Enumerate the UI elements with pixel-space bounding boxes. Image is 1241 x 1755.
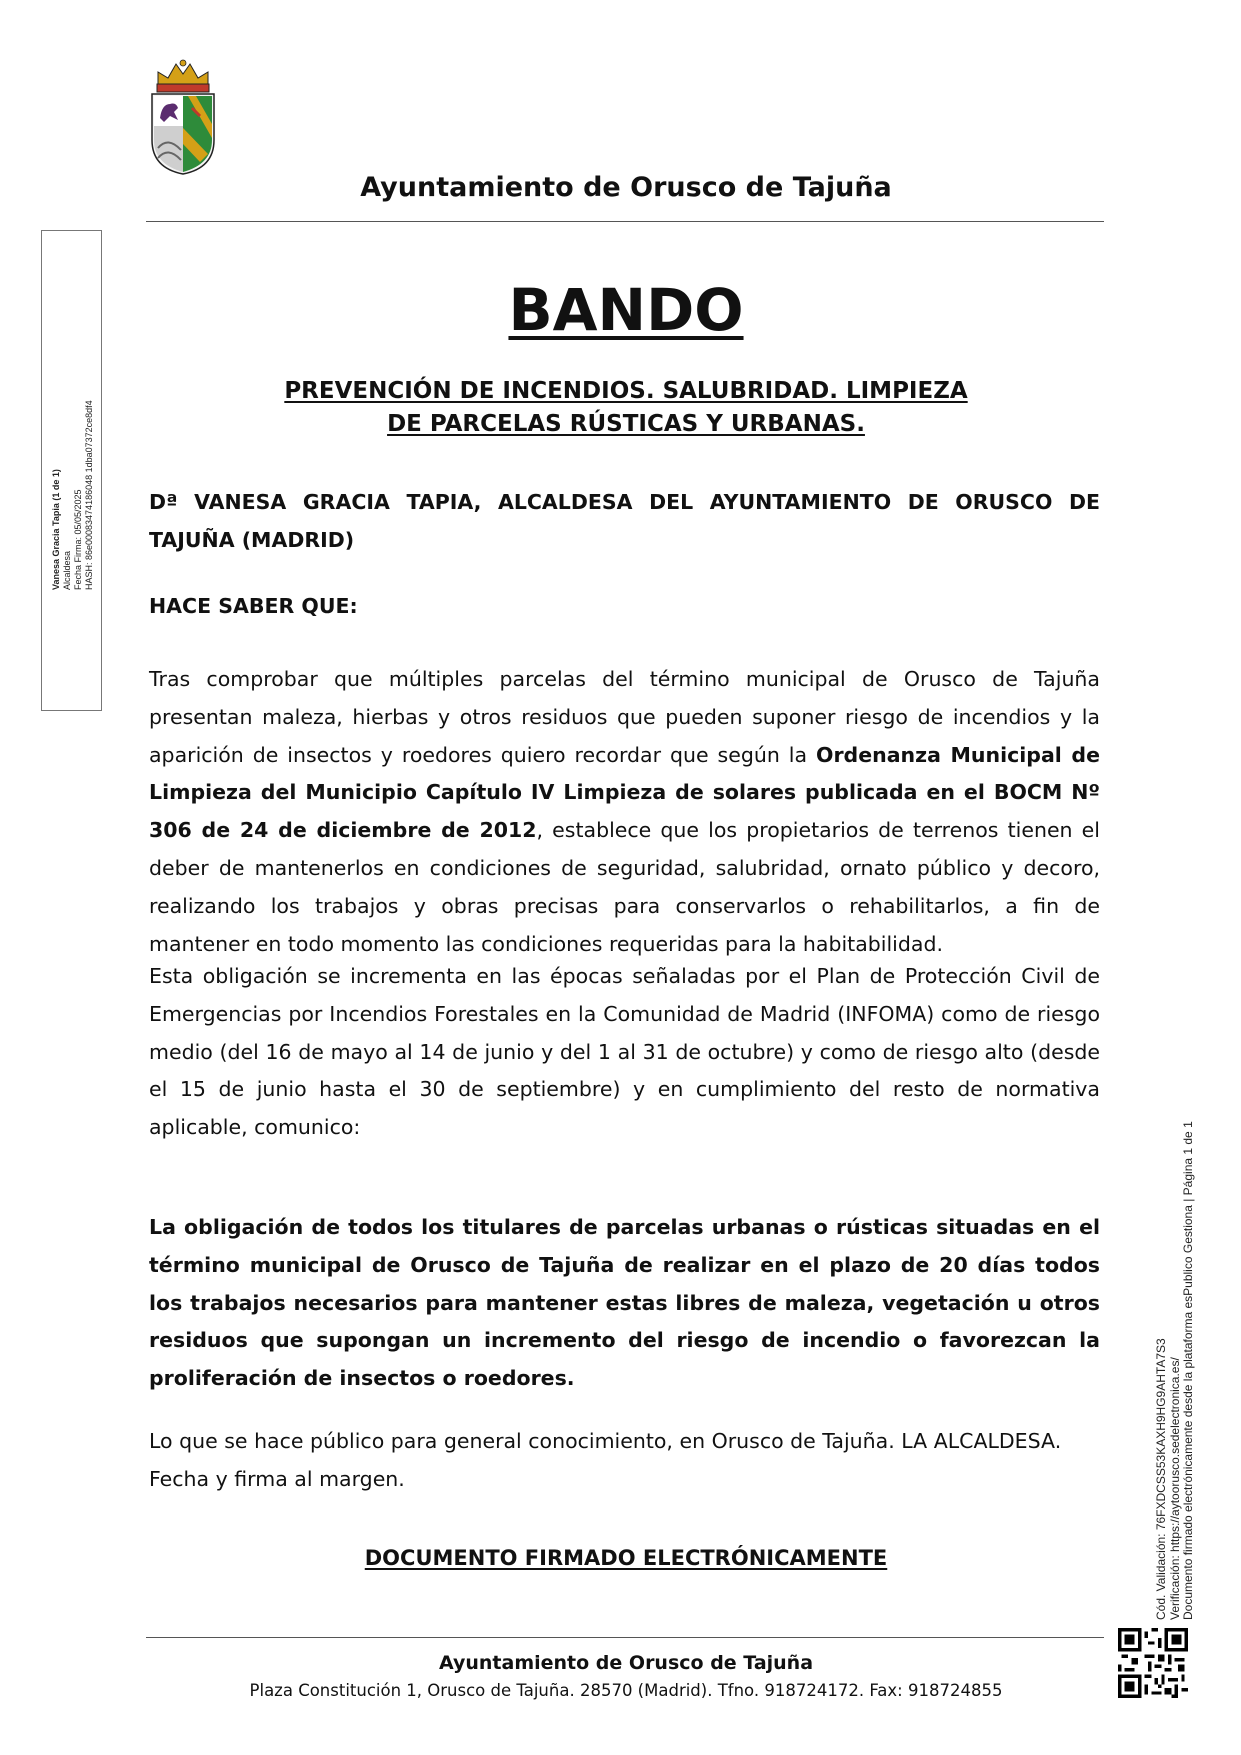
footer-name: Ayuntamiento de Orusco de Tajuña bbox=[438, 1652, 814, 1674]
qr-code-icon[interactable] bbox=[1118, 1628, 1188, 1698]
header-divider bbox=[146, 221, 1104, 222]
footer-divider bbox=[146, 1637, 1104, 1638]
closing-line-2: Fecha y firma al margen. bbox=[149, 1466, 405, 1491]
paragraph-2: Esta obligación se incrementa en las épocas señaladas por el Plan de Protección Civil de Emergencias por Incendios Forestales en la Comunidad de Madrid (INFOMA) como de riesgo medio (del 16 de mayo al 14 de junio y del 1 al 31 de octubre) y como de riesgo alto (desde el 15 de junio hasta el 30 de septiembre) y en cumplimiento del resto de normativa aplicable, comunico: bbox=[149, 964, 1100, 1140]
subtitle-line-2: DE PARCELAS RÚSTICAS Y URBANAS. bbox=[387, 411, 865, 437]
validation-stamp bbox=[1155, 1121, 1196, 1620]
signature-date: Fecha Firma: 05/05/2025 bbox=[73, 489, 83, 590]
validation-url: Verificación: https://aytoorusco.sedelectronica.es/ bbox=[1167, 1357, 1182, 1620]
subtitle-line-1: PREVENCIÓN DE INCENDIOS. SALUBRIDAD. LIMPIEZA bbox=[284, 378, 968, 404]
signature-role: Alcaldesa bbox=[62, 550, 72, 590]
footer-address: Plaza Constitución 1, Orusco de Tajuña. 28570 (Madrid). Tfno. 918724172. Fax: 918724855 bbox=[249, 1681, 1003, 1700]
paragraph-4 bbox=[149, 1423, 1100, 1499]
paragraph-3-obligation: La obligación de todos los titulares de parcelas urbanas o rústicas situadas en el término municipal de Orusco de Tajuña de realizar en el plazo de 20 días todos los trabajos necesarios para mantener estas libres de maleza, vegetación u otros residuos que supongan un incremento del riesgo de incendio o favorezcan la proliferación de insectos o roedores. bbox=[149, 1215, 1100, 1391]
signature-signer: Vanesa Gracia Tapia (1 de 1) bbox=[51, 469, 61, 590]
signed-notice: DOCUMENTO FIRMADO ELECTRÓNICAMENTE bbox=[364, 1546, 888, 1570]
closing-line-1: Lo que se hace público para general conocimiento, en Orusco de Tajuña. LA ALCALDESA. bbox=[149, 1429, 1062, 1453]
validation-code: Cód. Validación: 76FXDCSS53KAXH9HG9AHTA7S3 bbox=[1154, 1338, 1168, 1620]
coat-of-arms-logo bbox=[148, 58, 218, 176]
hace-saber-heading: HACE SABER QUE: bbox=[149, 594, 358, 618]
signature-stamp bbox=[51, 400, 95, 590]
signature-hash: HASH: 86e00083474186048 1dba07372ce8df4 bbox=[84, 400, 94, 590]
paragraph-1 bbox=[149, 661, 1100, 963]
header-title: Ayuntamiento de Orusco de Tajuña bbox=[360, 172, 892, 203]
validation-platform: Documento firmado electrónicamente desde la plataforma esPublico Gestiona | Página 1 de 1 bbox=[1181, 1121, 1195, 1620]
paragraph-1-text-b: , establece que los propietarios de terrenos tienen el deber de mantenerlos en condiciones de seguridad, salubridad, ornato público y decoro, realizando los trabajos y obras precisas para conservarlos o rehabilitarlos, a fin de mantener en todo momento las condiciones requeridas para la habitabilidad. bbox=[149, 818, 1100, 956]
issuer-statement: Dª VANESA GRACIA TAPIA, ALCALDESA DEL AYUNTAMIENTO DE ORUSCO DE TAJUÑA (MADRID) bbox=[149, 490, 1100, 552]
document-heading: BANDO bbox=[508, 276, 744, 344]
paragraph-1-text-a: Tras comprobar que múltiples parcelas del término municipal de Orusco de Tajuña presentan maleza, hierbas y otros residuos que pueden suponer riesgo de incendios y la aparición de insectos y roedores quiero recordar que según la bbox=[149, 667, 1100, 767]
document-subtitle bbox=[148, 375, 1104, 441]
ordinance-reference: Ordenanza Municipal de Limpieza del Municipio Capítulo IV Limpieza de solares publicada en el BOCM Nº 306 de 24 de diciembre de 2012 bbox=[149, 742, 1100, 843]
